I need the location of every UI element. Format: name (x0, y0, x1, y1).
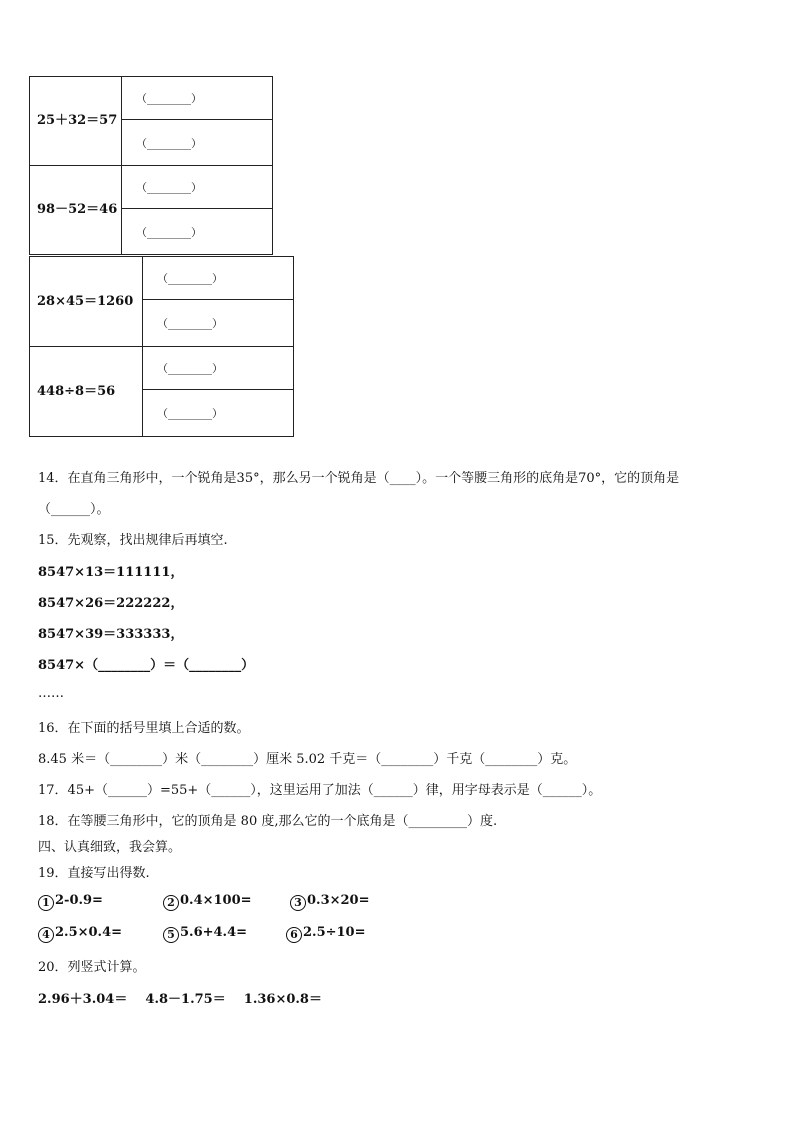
question-17[interactable]: 17．45+（______）=55+（______），这里运用了加法（______）律，用字母表示是（______）。 (38, 783, 602, 798)
vertical-calc-problems: 2.96＋3.04＝ 4.8－1.75＝ 1.36×0.8＝ (38, 992, 322, 1007)
equation-cell: 448÷8＝56 (30, 347, 143, 437)
pattern-line: 8547×26＝222222， (38, 596, 184, 611)
equation-table-2 (29, 256, 294, 437)
question-20-title: 20．列竖式计算。 (38, 960, 146, 975)
answer-blank[interactable]: （________） (143, 347, 294, 390)
expression: 0.4×100= (180, 893, 252, 908)
expression: 2.5×0.4= (55, 925, 123, 940)
circled-number-icon: 5 (163, 927, 179, 943)
circled-number-icon: 6 (286, 927, 302, 943)
answer-blank[interactable]: （________） (122, 77, 273, 120)
expression: 2-0.9= (55, 893, 103, 908)
mental-math-item (290, 893, 370, 911)
question-16-title: 16．在下面的括号里填上合适的数。 (38, 721, 250, 736)
circled-number-icon: 3 (290, 895, 306, 911)
question-18[interactable]: 18．在等腰三角形中，它的顶角是 80 度,那么它的一个底角是（_________）度. (38, 814, 498, 829)
pattern-fill-line[interactable]: 8547×（________）＝（________） (38, 658, 255, 673)
circled-number-icon: 4 (38, 927, 54, 943)
equation-cell: 98－52＝46 (30, 166, 122, 255)
circled-number-icon: 1 (38, 895, 54, 911)
answer-blank[interactable]: （________） (122, 209, 273, 255)
answer-blank[interactable]: （________） (143, 257, 294, 300)
question-14-line-2: （______）。 (38, 502, 110, 517)
answer-blank[interactable]: （________） (122, 166, 273, 209)
mental-math-item (163, 925, 247, 943)
mental-math-item (163, 893, 252, 911)
question-14-line-1: 14．在直角三角形中，一个锐角是35°，那么另一个锐角是（____）。一个等腰三角形的底角是70°，它的顶角是 (38, 471, 680, 486)
question-16-blanks[interactable]: 8.45 米＝（________）米（________）厘米 5.02 千克＝（________）千克（________）克。 (38, 752, 577, 767)
answer-blank[interactable]: （________） (143, 300, 294, 347)
section-4-heading: 四、认真细致，我会算。 (38, 840, 182, 855)
expression: 0.3×20= (307, 893, 370, 908)
expression: 5.6+4.4= (180, 925, 248, 940)
mental-math-item (38, 893, 103, 911)
answer-blank[interactable]: （________） (143, 390, 294, 437)
expression: 2.5÷10= (303, 925, 366, 940)
equation-table-1 (29, 76, 273, 255)
equation-cell: 25＋32＝57 (30, 77, 122, 166)
equation-cell: 28×45＝1260 (30, 257, 143, 347)
question-15-title: 15．先观察，找出规律后再填空. (38, 533, 228, 548)
mental-math-item (38, 925, 122, 943)
circled-number-icon: 2 (163, 895, 179, 911)
mental-math-item (286, 925, 366, 943)
question-19-title: 19．直接写出得数. (38, 866, 150, 881)
pattern-line: 8547×39＝333333， (38, 627, 184, 642)
ellipsis: …… (38, 686, 64, 701)
answer-blank[interactable]: （________） (122, 120, 273, 166)
pattern-line: 8547×13＝111111， (38, 565, 184, 580)
